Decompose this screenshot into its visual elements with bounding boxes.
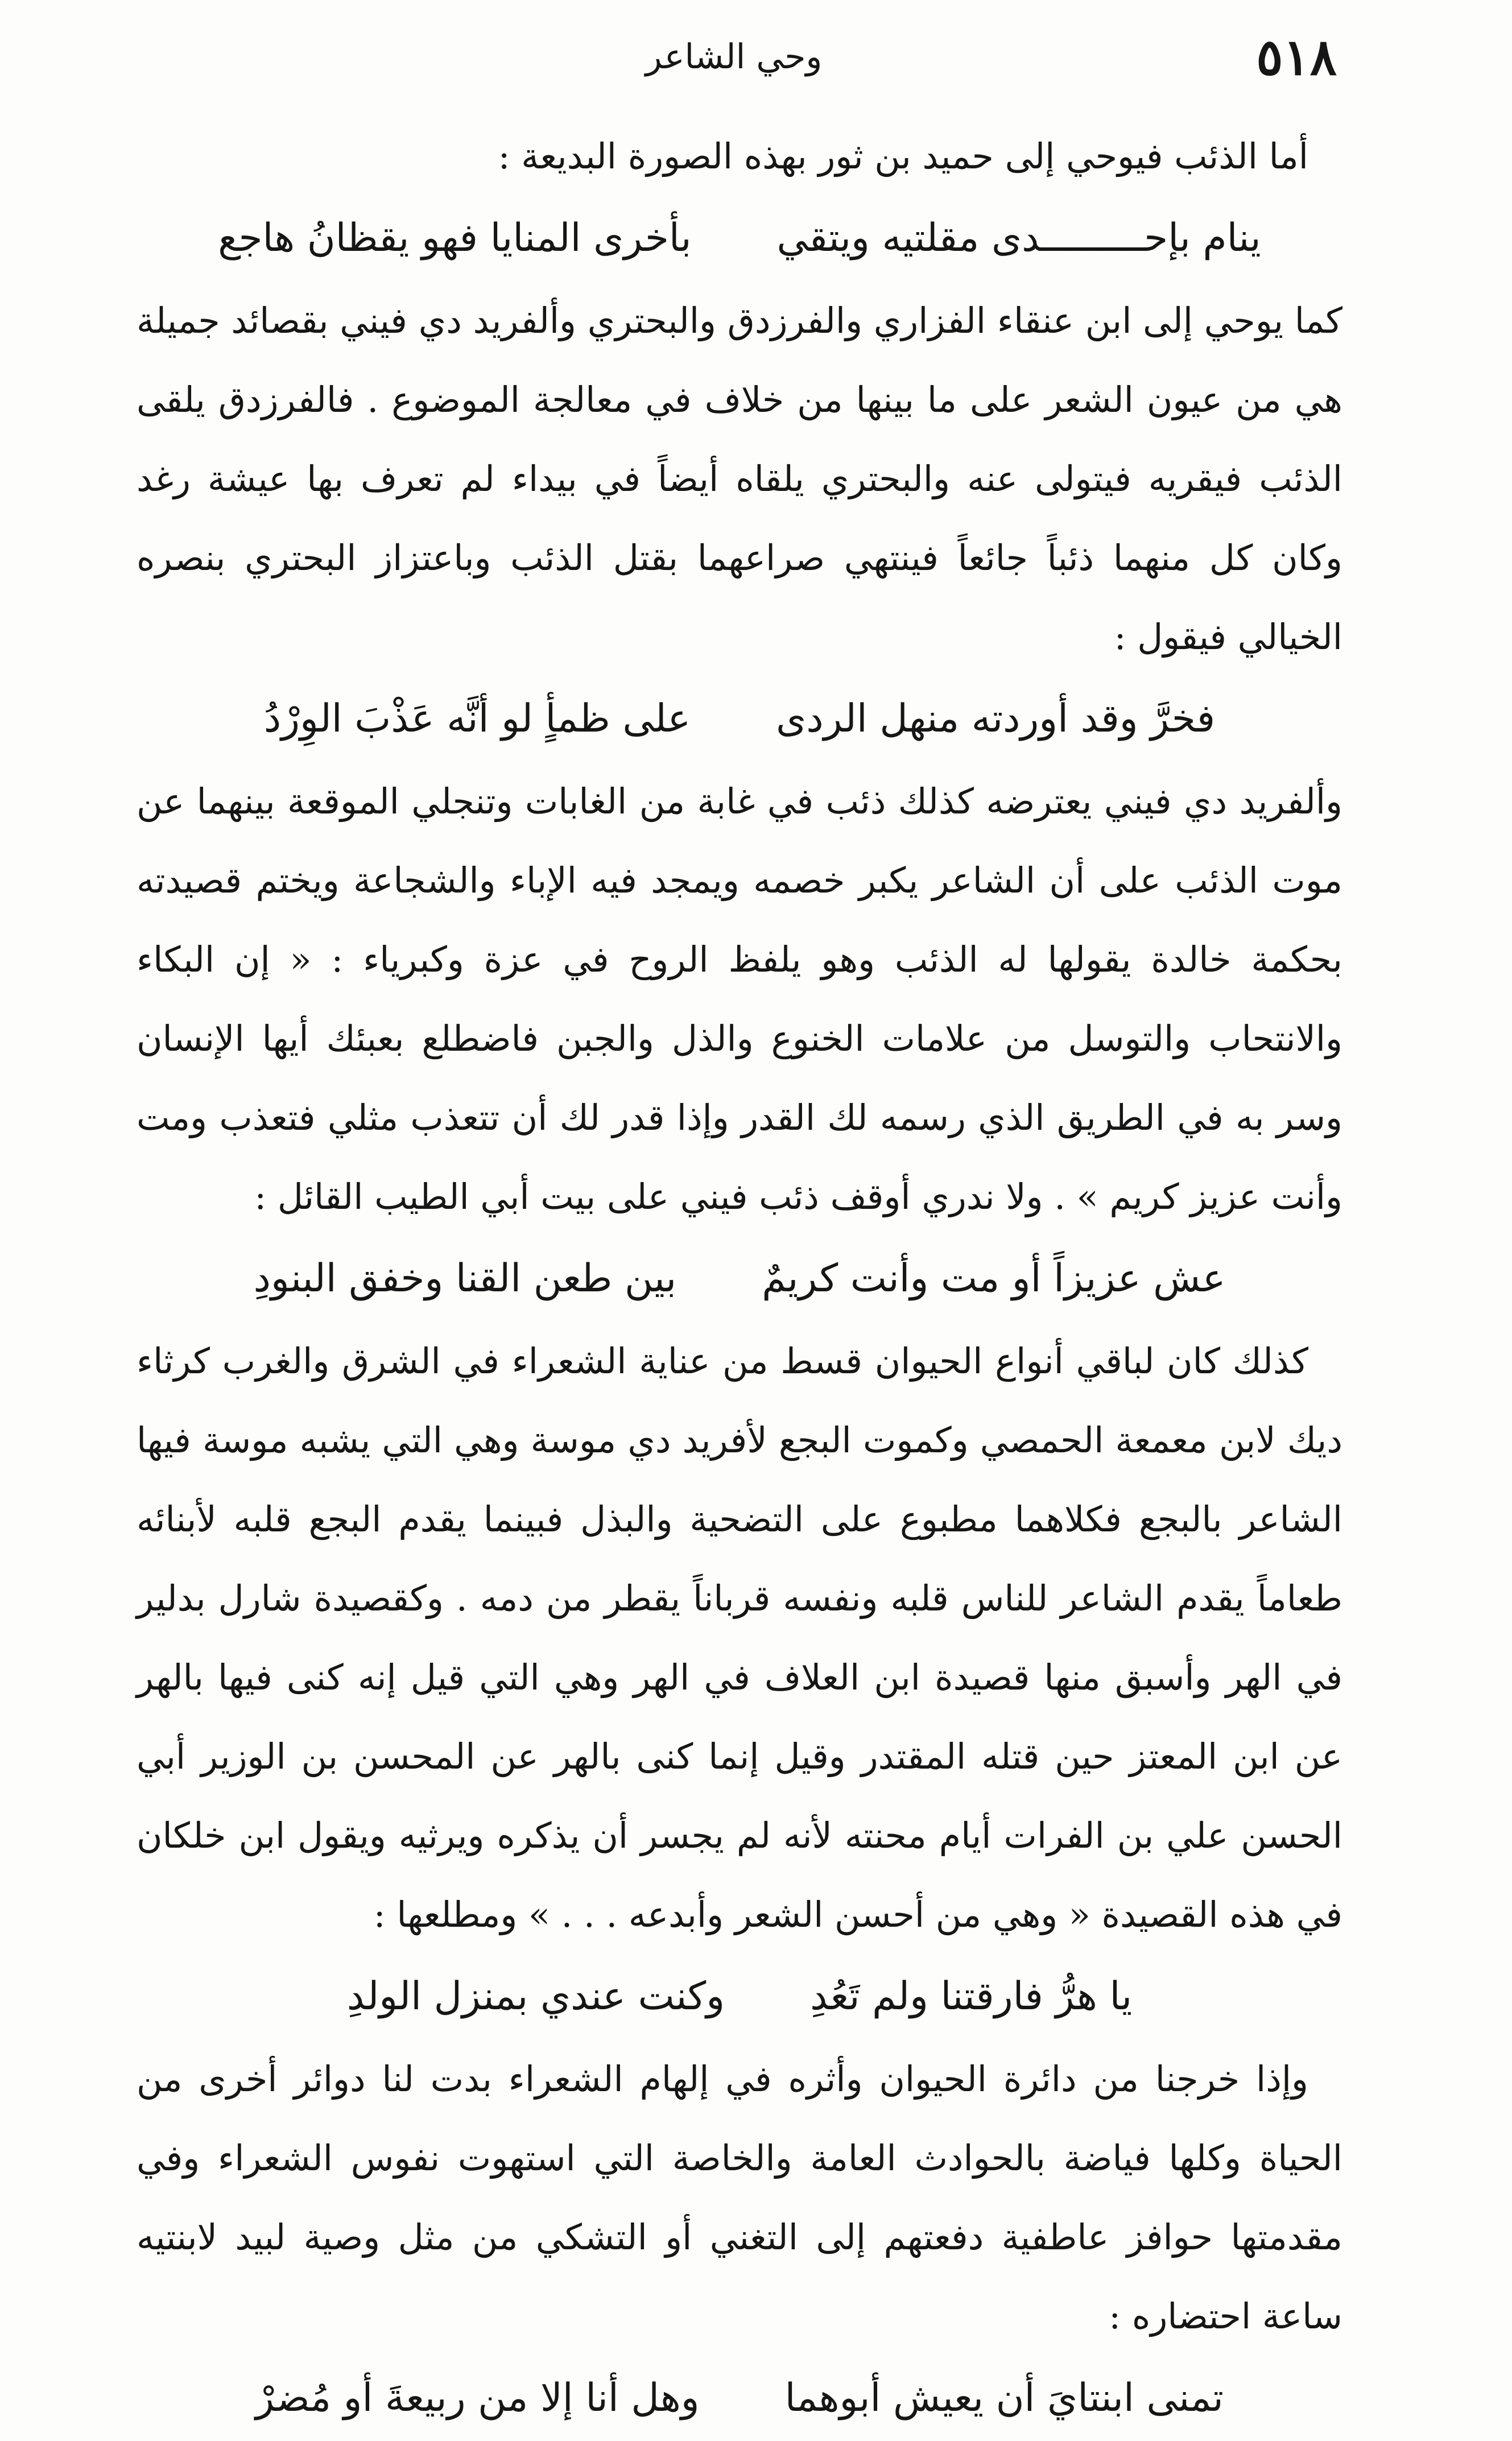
page-body [137, 117, 1342, 2441]
verse-first-hemistich: يا هرُّ فارقتنا ولم تَعُدِ [810, 1974, 1133, 2019]
verse-line [137, 676, 1342, 762]
verse-line [137, 2356, 1342, 2441]
paragraph: وإذا خرجنا من دائرة الحيوان وأثره في إلهام الشعراء بدت لنا دوائر أخرى من الحياة وكلها فياضة بالحوادث العامة والخاصة التي استهوت نفوس الشعراء وفي مقدمتها حوافز عاطفية دفعتهم إلى التغني أو التشكي من مثل وصية لبيد لابنتيه ساعة احتضاره : [137, 2058, 1342, 2337]
verse-first-hemistich: عش عزيزاً أو مت وأنت كريمٌ [762, 1256, 1226, 1301]
paragraph: كذلك كان لباقي أنواع الحيوان قسط من عناية الشعراء في الشرق والغرب كرثاء ديك لابن معمعة الحمصي وكموت البجع لأفريد دي موسة وهي التي يشبه موسة فيها الشاعر بالبجع فكلاهما مطبوع على التضحية والبذل فبينما يقدم البجع قلبه لأبنائه طعاماً يقدم الشاعر للناس قلبه ونفسه قرباناً يقطر من دمه . وكقصيدة شارل بدلير في الهر وأسبق منها قصيدة ابن العلاف في الهر وهي التي قيل إنه كنى فيها بالهر عن ابن المعتز حين قتله المقتدر وقيل إنما كنى بالهر عن المحسن بن الوزير أبي الحسن علي بن الفرات أيام محنته لأنه لم يجسر أن يذكره ويرثيه ويقول ابن خلكان في هذه القصيدة « وهي من أحسن الشعر وأبدعه . . . » ومطلعها : [137, 1340, 1342, 1935]
verse-first-hemistich: تمنى ابنتايَ أن يعيش أبوهما [784, 2376, 1224, 2421]
page-number: ٥١٨ [1256, 27, 1337, 86]
paragraph: وألفريد دي فيني يعترضه كذلك ذئب في غابة من الغابات وتنجلي الموقعة بينهما عن موت الذئب على أن الشاعر يكبر خصمه ويمجد فيه الإباء والشجاعة ويختم قصيدته بحكمة خالدة يقولها له الذئب وهو يلفظ الروح في عزة وكبرياء : « إن البكاء والانتحاب والتوسل من علامات الخنوع والذل والجبن فاضطلع بعبئك أيها الإنسان وسر به في الطريق الذي رسمه لك القدر وإذا قدر لك أن تتعذب مثلي فتعذب ومت وأنت عزيز كريم » . ولا ندري أوقف ذئب فيني على بيت أبي الطيب القائل : [137, 780, 1342, 1217]
verse-first-hemistich: فخرَّ وقد أوردته منهل الردى [776, 696, 1216, 741]
verse-second-hemistich: على ظمأٍ لو أنَّه عَذْبَ الوِرْدُ [263, 696, 691, 741]
verse-line [137, 196, 1342, 281]
paragraph-intro: أما الذئب فيوحي إلى حميد بن ثور بهذه الصورة البديعة : [498, 135, 1308, 177]
verse-first-hemistich: ينام بإحـــــــــدى مقلتيه ويتقي [776, 216, 1261, 261]
page-header [131, 23, 1337, 91]
running-title: وحي الشاعر [645, 37, 823, 77]
verse-second-hemistich: بأخرى المنايا فهو يقظانُ هاجع [218, 216, 692, 261]
verse-second-hemistich: وكنت عندي بمنزل الولدِ [346, 1974, 725, 2019]
verse-line [137, 1954, 1342, 2039]
verse-line [137, 1236, 1342, 1321]
verse-second-hemistich: بين طعن القنا وخفق البنودِ [253, 1256, 677, 1301]
paragraph: كما يوحي إلى ابن عنقاء الفزاري والفرزدق والبحتري وألفريد دي فيني بقصائد جميلة هي من عيون الشعر على ما بينها من خلاف في معالجة الموضوع . فالفرزدق يلقى الذئب فيقريه فيتولى عنه والبحتري يلقاه أيضاً في بيداء لم تعرف بها عيشة رغد وكان كل منهما ذئباً جائعاً فينتهي صراعهما بقتل الذئب وباعتزاز البحتري بنصره الخيالي فيقول : [137, 300, 1342, 658]
verse-second-hemistich: وهل أنا إلا من ربيعةَ أو مُضرْ [255, 2376, 700, 2421]
